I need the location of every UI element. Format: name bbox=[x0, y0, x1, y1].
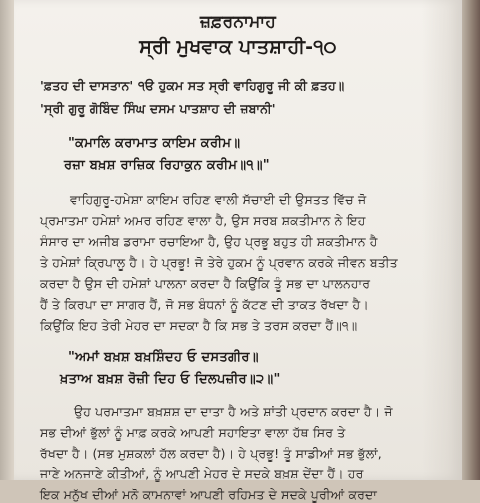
verse-line: ਰਜ਼ਾ ਬਖ਼ਸ਼ ਰਾਜ਼ਿਕ ਰਿਹਾਕੁਨ ਕਰੀਮ॥੧॥" bbox=[64, 158, 270, 173]
paragraph-line: ਜਾਣੇ ਅਨਜਾਣੇ ਕੀਤੀਆਂ, ਨੂੰ ਆਪਣੀ ਮੇਹਰ ਦੇ ਸਦਕੇ ਬਖ਼ਸ਼ ਦੇਂਦਾ ਹੈਂ। ਹਰ bbox=[40, 466, 364, 481]
paragraph-line: ਇਕ ਮਨੁੱਖ ਦੀਆਂ ਮਨੋ ਕਾਮਨਾਵਾਂ ਆਪਣੀ ਰਹਿਮਤ ਦੇ ਸਦਕੇ ਪੂਰੀਆਂ ਕਰਦਾ bbox=[40, 487, 377, 502]
paragraph-line: ਉਹ ਪਰਮਾਤਮਾ ਬਖ਼ਸ਼ਸ਼ ਦਾ ਦਾਤਾ ਹੈ ਅਤੇ ਸ਼ਾਂਤੀ ਪ੍ਰਦਾਨ ਕਰਦਾ ਹੈ। ਜੋ bbox=[74, 404, 393, 419]
verse-line: ਖ਼ਤਾਅ ਬਖ਼ਸ਼ ਰੋਜ਼ੀ ਦਿਹ ਓ ਦਿਲਪਜ਼ੀਰ॥੨॥" bbox=[60, 372, 281, 387]
verse-line: "ਅਮਾਂ ਬਖ਼ਸ਼ ਬਖ਼ਸ਼ਿੰਦਹ ਓ ਦਸਤਗੀਰ॥ bbox=[68, 350, 259, 365]
page-subtitle: ਸ੍ਰੀ ਮੁਖਵਾਕ ਪਾਤਸ਼ਾਹੀ-੧੦ bbox=[139, 36, 337, 58]
paragraph-line: ਕਰਦਾ ਹੈ ਉਸ ਦੀ ਹਮੇਸ਼ਾਂ ਪਾਲਨਾ ਕਰਦਾ ਹੈ ਕਿਉਂਕਿ ਤੂੰ ਸਭ ਦਾ ਪਾਲਨਹਾਰ bbox=[40, 276, 371, 291]
paragraph-line: ਸੰਸਾਰ ਦਾ ਅਜੀਬ ਡਰਾਮਾ ਰਚਾਇਆ ਹੈ, ਉਹ ਪ੍ਰਭੂ ਬਹੁਤ ਹੀ ਸ਼ਕਤੀਮਾਨ ਹੈ bbox=[40, 234, 378, 249]
paragraph-line: ਹੈਂ ਤੇ ਕਿਰਪਾ ਦਾ ਸਾਗਰ ਹੈਂ, ਜੋ ਸਭ ਬੰਧਨਾਂ ਨੂੰ ਕੱਟਣ ਦੀ ਤਾਕਤ ਰੱਖਦਾ ਹੈ। bbox=[40, 297, 369, 312]
paragraph-line: ਤੇ ਹਮੇਸ਼ਾਂ ਕ੍ਰਿਪਾਲੂ ਹੈ। ਹੇ ਪ੍ਰਭੂ! ਜੋ ਤੇਰੇ ਹੁਕਮ ਨੂੰ ਪ੍ਰਵਾਨ ਕਰਕੇ ਜੀਵਨ ਬਤੀਤ bbox=[40, 255, 398, 270]
intro-line: 'ਸ੍ਰੀ ਗੁਰੂ ਗੋਬਿੰਦ ਸਿੰਘ ਦਸਮ ਪਾਤਸ਼ਾਹ ਦੀ ਜ਼ਬਾਨੀ' bbox=[40, 101, 276, 116]
verse-line: "ਕਮਾਲਿ ਕਰਾਮਾਤ ਕਾਇਮ ਕਰੀਮ॥ bbox=[68, 136, 241, 151]
paragraph-line: ਸਭ ਦੀਆਂ ਭੁੱਲਾਂ ਨੂੰ ਮਾਫ਼ ਕਰਕੇ ਆਪਣੀ ਸਹਾਇਤਾ ਵਾਲਾ ਹੱਥ ਸਿਰ ਤੇ bbox=[40, 425, 346, 440]
paragraph-line: ਵਾਹਿਗੁਰੂ-ਹਮੇਸ਼ਾ ਕਾਇਮ ਰਹਿਣ ਵਾਲੀ ਸੱਚਾਈ ਦੀ ਉਸਤਤ ਵਿੱਚ ਜੋ bbox=[70, 192, 367, 207]
paragraph-line: ਕਿਉਂਕਿ ਇਹ ਤੇਰੀ ਮੇਹਰ ਦਾ ਸਦਕਾ ਹੈ ਕਿ ਸਭ ਤੇ ਤਰਸ ਕਰਦਾ ਹੈਂ॥੧॥ bbox=[40, 318, 358, 333]
page-curl-shading bbox=[422, 0, 462, 480]
intro-line: 'ਫ਼ਤਹ ਦੀ ਦਾਸਤਾਨ' ੧ੳ ਹੁਕਮ ਸਤ ਸ੍ਰੀ ਵਾਹਿਗੁਰੂ ਜੀ ਕੀ ਫ਼ਤਹ॥ bbox=[40, 78, 345, 93]
paragraph-line: ਰੱਖਦਾ ਹੈ। (ਸਭ ਮੁਸ਼ਕਲਾਂ ਹੱਲ ਕਰਦਾ ਹੈ)। ਹੇ ਪ੍ਰਭੂ! ਤੂੰ ਸਾਡੀਆਂ ਸਭ ਭੁੱਲਾਂ, bbox=[40, 446, 382, 461]
page-title: ਜ਼ਫ਼ਰਨਾਮਾਹ bbox=[200, 12, 276, 32]
paragraph-line: ਪ੍ਰਮਾਤਮਾ ਹਮੇਸ਼ਾਂ ਅਮਰ ਰਹਿਣ ਵਾਲਾ ਹੈ, ਉਸ ਸਰਬ ਸ਼ਕਤੀਮਾਨ ਨੇ ਇਹ bbox=[40, 213, 366, 228]
book-page bbox=[14, 0, 462, 502]
